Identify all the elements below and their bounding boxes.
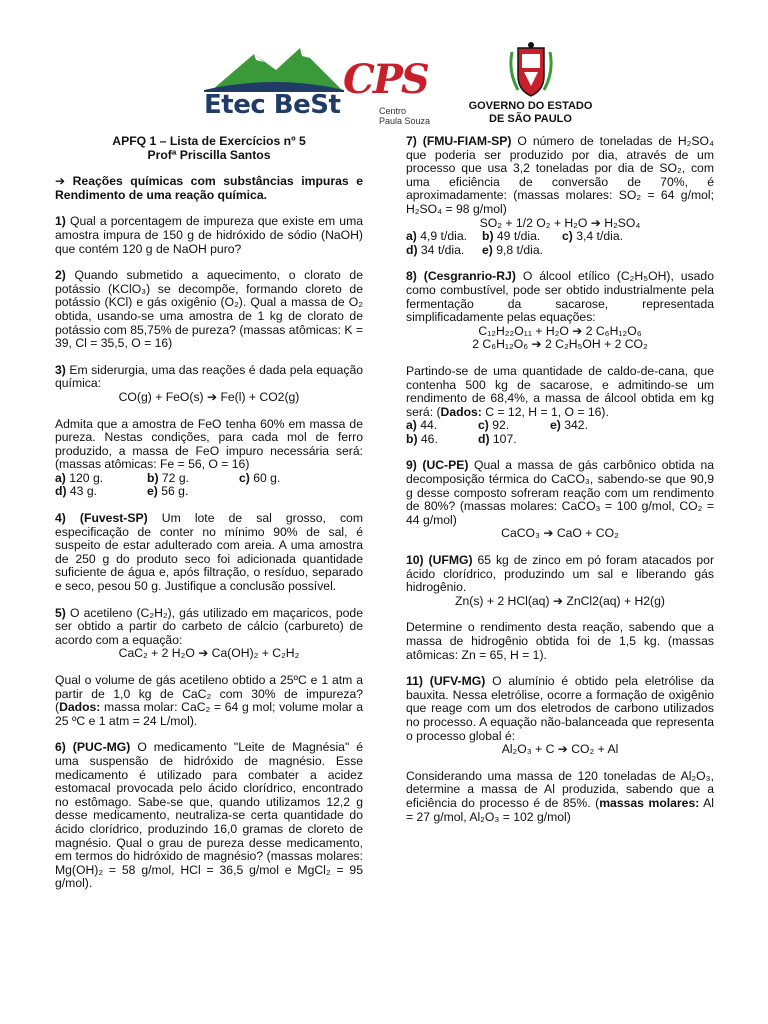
arrow-right-icon: ➔ [543, 526, 554, 541]
q8-option-d: d) 107. [478, 431, 517, 446]
q3-option-d: d) 43 g. [55, 484, 98, 499]
q7-option-d: d) 34 t/dia. [406, 242, 465, 257]
arrow-right-icon: ➔ [572, 323, 583, 338]
q3-option-e: e) 56 g. [147, 484, 189, 499]
q7-options-row2 [406, 244, 714, 258]
q8-option-b: b) 46. [406, 431, 438, 446]
doc-title: APFQ 1 – Lista de Exercícios nº 5 [112, 134, 306, 148]
q10-text2: Determine o rendimento desta reação, sabendo que a massa de hidrogênio obtida foi de 1,5 kg. (massas atômicas: Zn = 65, H = 1). [406, 620, 714, 662]
gov-sp-logo-text: GOVERNO DO ESTADO DE SÃO PAULO [468, 100, 593, 125]
q8-equation-2: 2 C₆H₁₂O₆ ➔ 2 C₂H₅OH + 2 CO₂ [472, 337, 648, 352]
question-3: 3) Em siderurgia, uma das reações é dada pela equação química: [55, 362, 364, 391]
q3-option-c: c) 60 g. [239, 470, 281, 485]
q9-equation: CaCO₃ ➔ CaO + CO₂ [501, 526, 619, 541]
q8-option-c: c) 92. [478, 418, 510, 433]
question-7: 7) (FMU-FIAM-SP) O número de toneladas de H₂SO₄ que poderia ser produzido por dia, através de um processo que usa 3,2 toneladas por dia de SO₂, com uma eficiência de conversão de 70%, é aproximadamente: (massas molares: SO₂ = 64 g/mol; H₂SO₄ = 98 g/mol) [406, 134, 714, 216]
mountain-icon [204, 40, 344, 92]
header-logos [0, 40, 768, 130]
arrow-right-icon: ➔ [557, 742, 568, 757]
arrow-right-icon: ➔ [531, 337, 542, 352]
doc-author: Profª Priscilla Santos [147, 147, 271, 162]
arrow-right-icon: ➔ [552, 593, 563, 608]
question-11: 11) (UFV-MG) O alumínio é obtido pela eletrólise da bauxita. Nessa eletrólise, ocorre a formação de oxigênio que reage com um dos eletrodos de carbono utilizados no processo. A equação não-balanceada que representa o processo global é: [406, 674, 715, 743]
q11-equation: Al₂O₃ + C ➔ CO₂ + Al [501, 742, 619, 757]
question-6: 6) (PUC-MG) O medicamento "Leite de Magnésia" é uma suspensão de hidróxido de magnésio. Esse medicamento é utilizado para combater a acidez estomacal provocada pelo ácido clorídrico, encontrado no estômago. Sabe-se que, quando utilizamos 12,2 g desse medicamento, neutraliza-se certa quantidade do ácido clorídrico, produzindo 16,0 gramas de cloreto de magnésio. Qual o grau de pureza desse medicamento, em termos do hidróxido de magnésio? (massas molares: Mg(OH)₂ = 58 g/mol, HCl = 36,5 g/mol e MgCl₂ = 95 g/mol). [55, 740, 363, 891]
cps-logo-subtitle: Centro Paula Souza [379, 106, 431, 126]
q3-option-a: a) 120 g. [55, 470, 104, 485]
cps-logo-text: CPS [343, 56, 428, 103]
section-heading: ➔ Reações químicas com substâncias impuras e Rendimento de uma reação química. [55, 174, 363, 202]
right-column [406, 135, 714, 824]
arrow-right-icon: ➔ [207, 389, 218, 404]
question-5: 5) O acetileno (C₂H₂), gás utilizado em maçaricos, pode ser obtido a partir do carbeto de cálcio (carbureto) de acordo com a equação: [55, 605, 363, 647]
q7-equation: SO₂ + 1/2 O₂ + H₂O ➔ H₂SO₄ [479, 215, 641, 230]
left-column [55, 135, 363, 891]
q5-text2: Qual o volume de gás acetileno obtido a 25ºC e 1 atm a partir de 1,0 kg de CaC₂ com 30% de impureza? (Dados: massa molar: CaC₂ = 64 g mol; volume molar a 25 ºC e 1 atm = 24 L/mol). [55, 673, 363, 728]
q7-option-e: e) 9,8 t/dia. [482, 242, 543, 257]
question-2: 2) Quando submetido a aquecimento, o clorato de potássio (KClO₃) se decompõe, formando cloreto de potássio (KCl) e gás oxigênio (O₂). Qual a massa de O₂ obtida, usando-se uma amostra de 1 kg de clorato de potássio com 85,75% de pureza? (massas atômicas: K = 39, Cl = 35,5, O = 16) [55, 268, 363, 351]
q8-text2: Partindo-se de uma quantidade de caldo-de-cana, que contenha 500 kg de sacarose, e admitindo-se um rendimento de 68,4%, a massa de álcool obtida em kg será: (Dados: C = 12, H = 1, O = 16). [406, 363, 714, 419]
question-4: 4) (Fuvest-SP) Um lote de sal grosso, com especificação de conter no mínimo 90% de sal, é suspeito de estar adulterado com areia. A uma amostra de 250 g do produto seco foi adicionada quantidade suficiente de água e, após filtração, o resíduo, separado e seco, pesou 50 g. Justifique a conclusão possível. [55, 511, 363, 594]
arrow-right-icon: ➔ [198, 646, 209, 661]
arrow-right-icon: ➔ [55, 174, 66, 189]
q10-equation: Zn(s) + 2 HCl(aq) ➔ ZnCl2(aq) + H2(g) [455, 593, 665, 608]
etec-logo [204, 40, 344, 126]
q8-options-row2 [406, 433, 714, 447]
cps-logo [343, 56, 433, 126]
arrow-right-icon: ➔ [590, 215, 601, 230]
gov-sp-logo [468, 40, 593, 126]
q3-option-b: b) 72 g. [147, 470, 190, 485]
q5-equation: CaC₂ + 2 H₂O ➔ Ca(OH)₂ + C₂H₂ [118, 646, 300, 661]
etec-logo-text: Etec BeSt [204, 90, 341, 120]
sp-coat-of-arms-icon [508, 42, 554, 100]
question-10: 10) (UFMG) 65 kg de zinco em pó foram atacados por ácido clorídrico, produzindo um sal e liberando gás hidrogênio. [406, 553, 715, 595]
q7-option-c: c) 3,4 t/dia. [562, 229, 623, 244]
q8-options-row1 [406, 419, 714, 433]
q3-options-row1 [55, 472, 363, 486]
q8-option-a: a) 44. [406, 418, 438, 433]
question-8: 8) (Cesgranrio-RJ) O álcool etílico (C₂H₅OH), usado como combustível, pode ser obtido industrialmente pela fermentação da sacarose, representada simplificadamente pelas equações: [406, 269, 714, 325]
q8-equation-1: C₁₂H₂₂O₁₁ + H₂O ➔ 2 C₆H₁₂O₆ [478, 323, 642, 338]
q8-option-e: e) 342. [550, 418, 588, 433]
question-1: 1) Qual a porcentagem de impureza que existe em uma amostra impura de 150 g de hidróxido de sódio (NaOH) que contém 120 g de NaOH puro? [55, 214, 363, 256]
q7-option-b: b) 49 t/dia. [482, 229, 541, 244]
q7-options-row1 [406, 230, 714, 244]
q3-equation: CO(g) + FeO(s) ➔ Fe(l) + CO2(g) [118, 389, 300, 404]
q3-options-row2 [55, 485, 363, 499]
q3-text2: Admita que a amostra de FeO tenha 60% em massa de pureza. Nestas condições, para cada mol de ferro produzido, a massa de FeO impuro necessária será: (massas atômicas: Fe = 56, O = 16) [55, 416, 363, 472]
q11-text2: Considerando uma massa de 120 toneladas de Al₂O₃, determine a massa de Al produzida, sabendo que a eficiência do processo é de 85%. (massas molares: Al = 27 g/mol, Al₂O₃ = 102 g/mol) [406, 768, 714, 824]
q7-option-a: a) 4,9 t/dia. [406, 229, 467, 244]
question-9: 9) (UC-PE) Qual a massa de gás carbônico obtida na decomposição térmica do CaCO₃, sabendo-se que 90,9 g desse composto sofreram reação com um rendimento de 80%? (massas molares: CaCO₃ = 100 g/mol, CO₂ = 44 g/mol) [406, 458, 714, 527]
